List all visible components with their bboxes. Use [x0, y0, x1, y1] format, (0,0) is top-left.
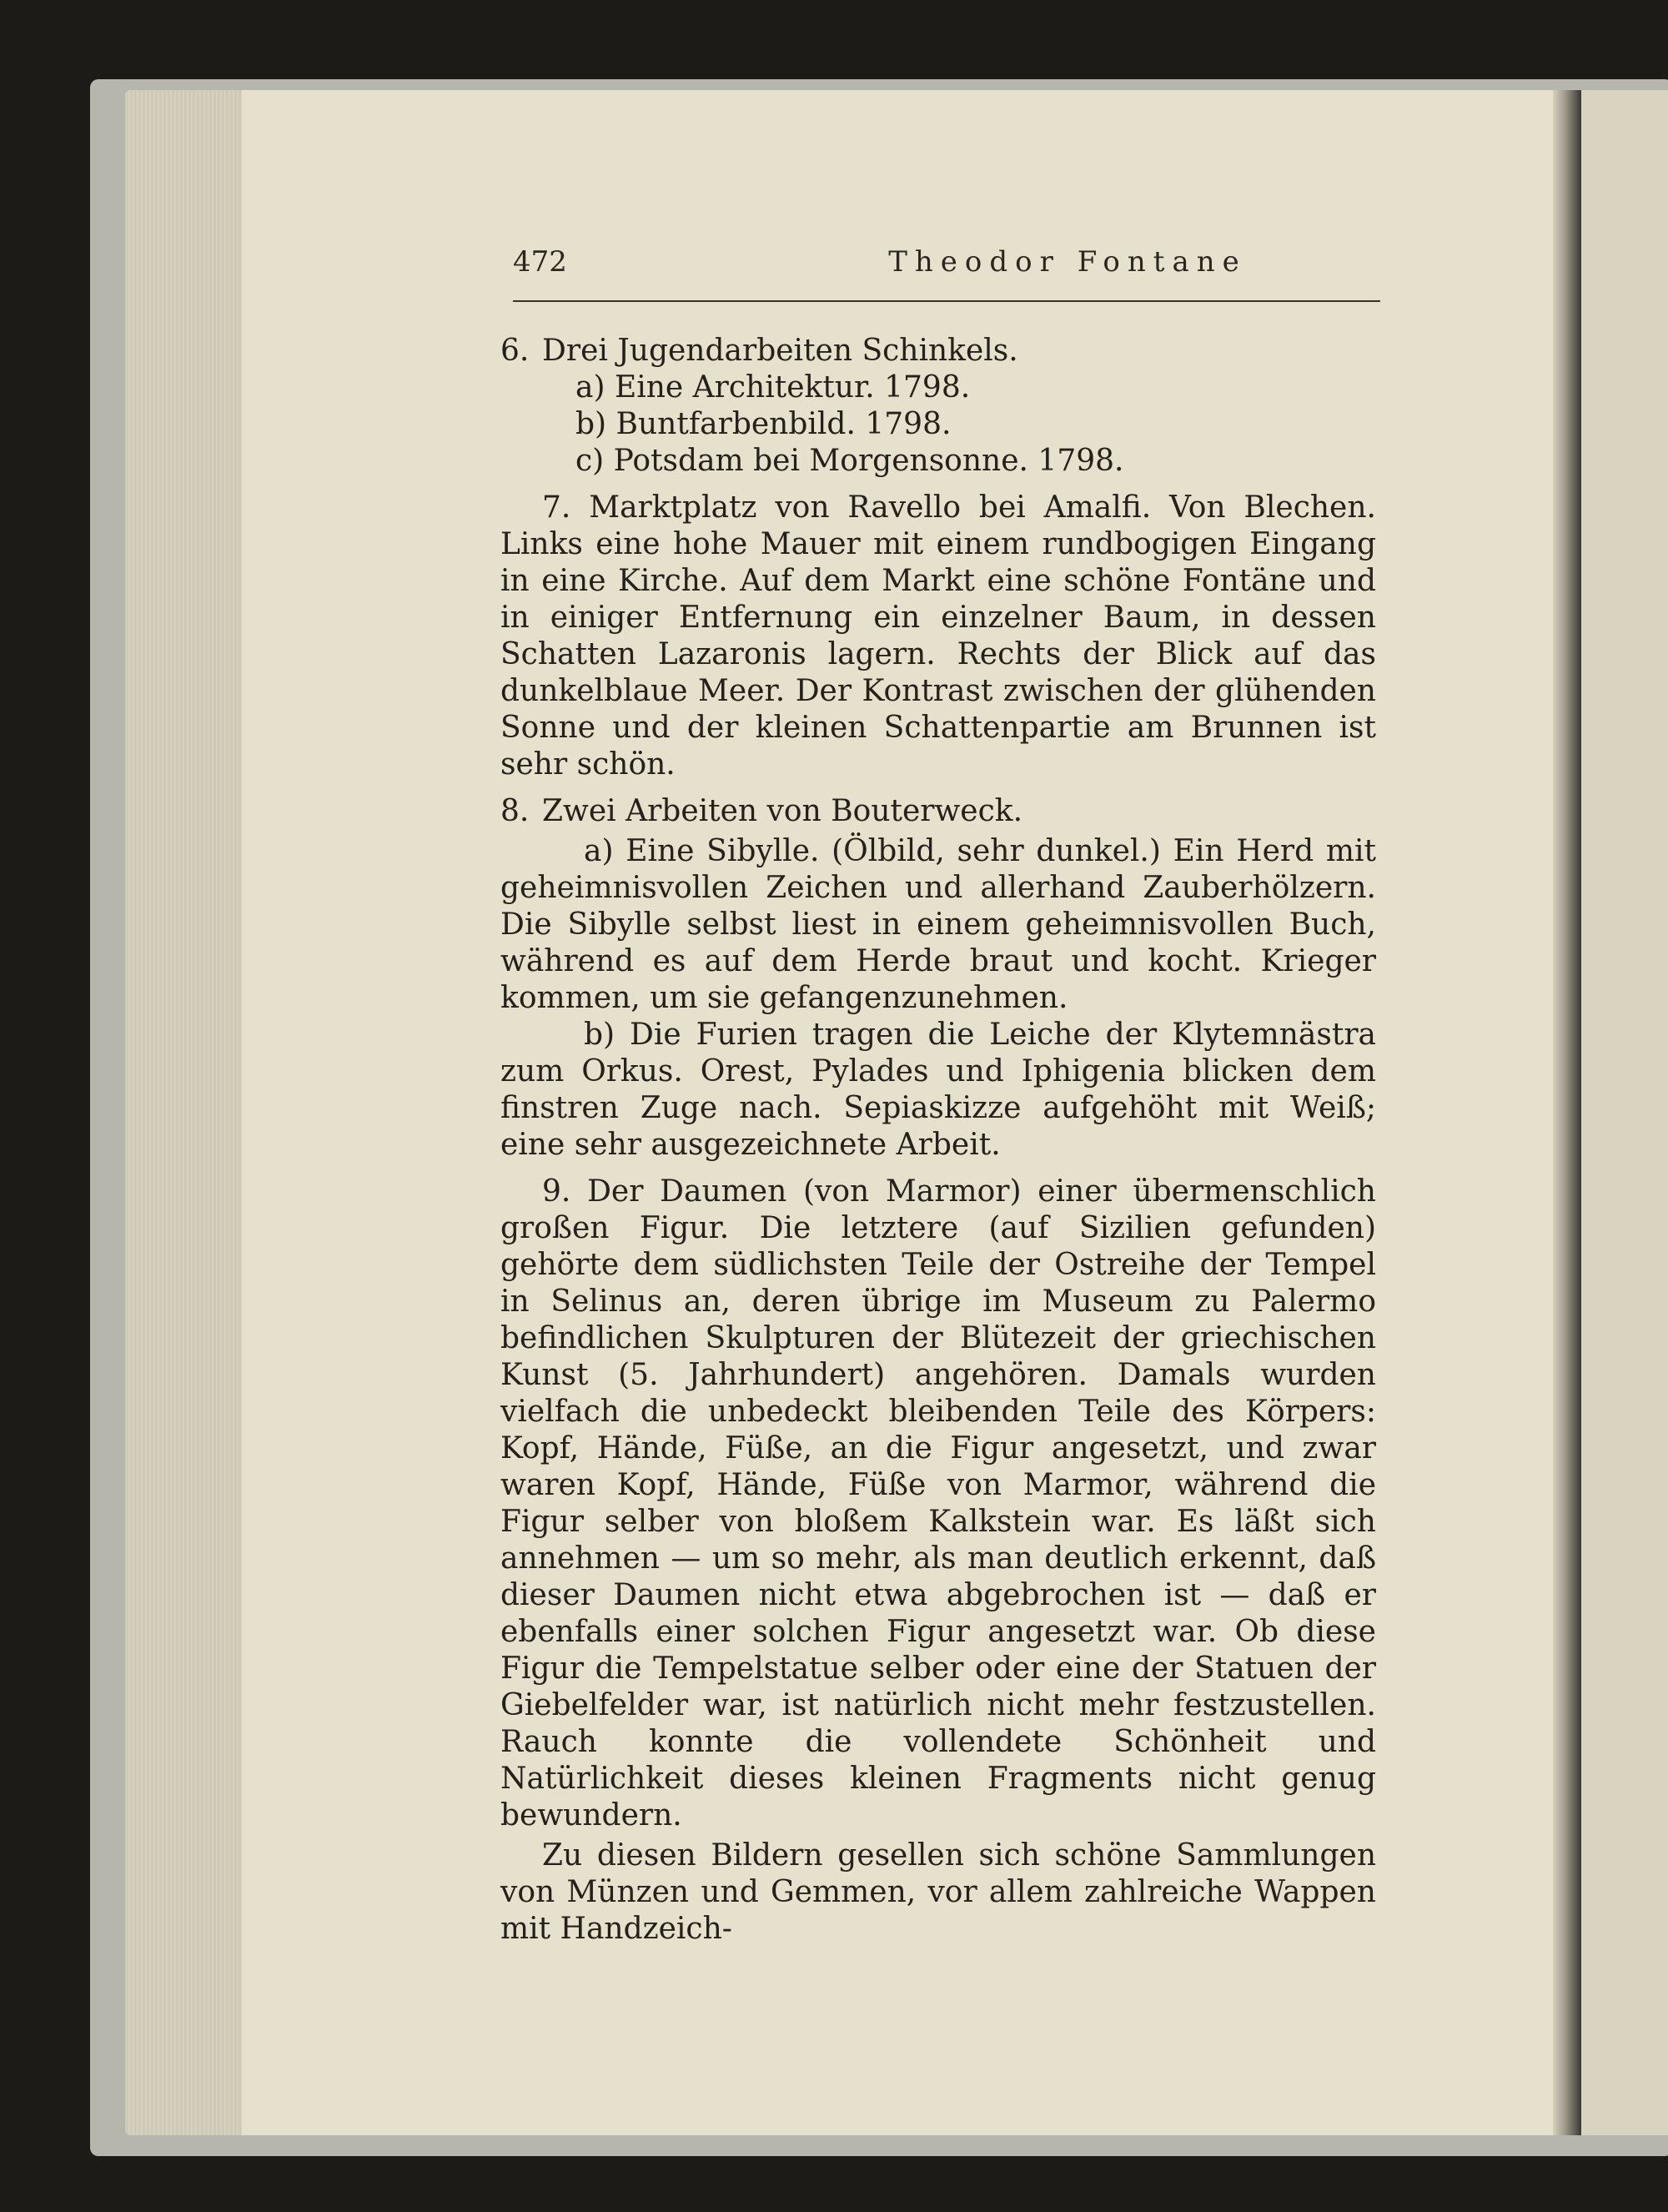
- book-gutter: [1553, 90, 1581, 2135]
- item-text: Marktplatz von Ravello bei Amalfi. Von Blechen. Links eine hohe Mauer mit einem rundbogigen Eingang in eine Kirche. Auf dem Markt eine schöne Fontäne und in einiger Entfernung ein einzelner Baum, in dessen Schatten Lazaronis lagern. Rechts der Blick auf das dunkelblaue Meer. Der Kontrast zwischen der glühenden Sonne und der kleinen Schattenpartie am Brunnen ist sehr schön.: [500, 490, 1376, 782]
- subitem-6c: c) Potsdam bei Morgensonne. 1798.: [575, 444, 1124, 478]
- page-body: [500, 329, 1376, 1948]
- running-header: [513, 244, 1380, 302]
- page-block-edge: [125, 90, 250, 2135]
- item-title: Drei Jugendarbeiten Schinkels.: [542, 334, 1018, 368]
- item-8-heading: [500, 793, 1376, 830]
- running-title: Theodor Fontane: [888, 245, 1247, 279]
- item-text: Der Daumen (von Marmor) einer übermenschlich großen Figur. Die letztere (auf Sizilien gefunden) gehörte dem südlichsten Teile der Ostreihe der Tempel in Selinus an, deren übrige im Museum zu Palermo befindlichen Skulpturen der Blütezeit der griechischen Kunst (5. Jahrhundert) angehören. Damals wurden vielfach die unbedeckt bleibenden Teile des Körpers: Kopf, Hände, Füße, an die Figur angesetzt, und zwar waren Kopf, Hände, Füße von Marmor, während die Figur selber von bloßem Kalkstein war. Es läßt sich annehmen — um so mehr, als man deutlich erkennt, daß dieser Daumen nicht etwa abgebrochen ist — daß er ebenfalls einer solchen Figur angesetzt war. Ob diese Figur die Tempelstatue selber oder eine der Statuen der Giebelfelder war, ist natürlich nicht mehr festzustellen. Rauch konnte die vollendete Schönheit und Natürlichkeit dieses kleinen Fragments nicht genug bewundern.: [500, 1174, 1376, 1832]
- subitem-8a: a) Eine Sibylle. (Ölbild, sehr dunkel.) Ein Herd mit geheimnisvollen Zeichen und allerhand Zauberhölzern. Die Sibylle selbst liest in einem geheimnisvollen Buch, während es auf dem Herde braut und kocht. Krieger kommen, um sie gefangenzunehmen.: [500, 834, 1376, 1015]
- closing-paragraph: Zu diesen Bildern gesellen sich schöne Sammlungen von Münzen und Gemmen, vor allem zahlreiche Wappen mit Handzeich-: [500, 1838, 1376, 1946]
- facing-page-edge: [1581, 90, 1668, 2135]
- item-number: 7.: [542, 490, 571, 525]
- subitem-6a: a) Eine Architektur. 1798.: [575, 370, 971, 405]
- item-9-paragraph: [500, 1174, 1376, 1834]
- subitem-6b: b) Buntfarbenbild. 1798.: [575, 407, 952, 441]
- item-number: 8.: [500, 794, 530, 828]
- item-7-paragraph: [500, 490, 1376, 783]
- subitem-8b: b) Die Furien tragen die Leiche der Klytemnästra zum Orkus. Orest, Pylades und Iphigenia blicken dem finstren Zuge nach. Sepiaskizze aufgehöht mit Weiß; eine sehr ausgezeichnete Arbeit.: [500, 1018, 1376, 1162]
- item-6-heading: [500, 333, 1376, 370]
- page-number: 472: [513, 245, 567, 279]
- item-title: Zwei Arbeiten von Bouterweck.: [542, 794, 1023, 828]
- item-number: 6.: [500, 334, 530, 368]
- item-number: 9.: [542, 1174, 571, 1209]
